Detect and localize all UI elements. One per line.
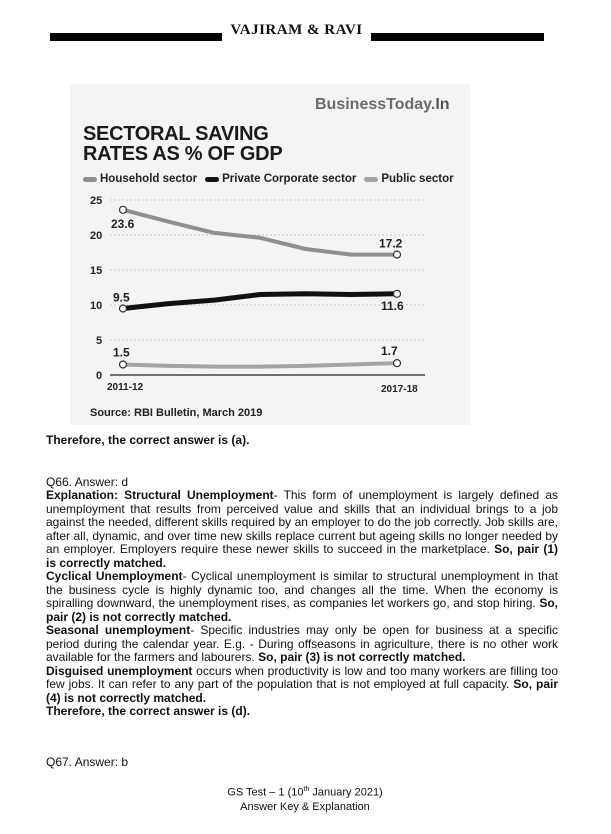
cyclical-paragraph: Cyclical Unemployment- Cyclical unemployment is similar to structural unemployment in that the business cycle is highly dynamic too, and changes all the time. When the economy is spiralling downward, the unemployment rises, as companies let workers go, and stop hiring. So, pair (2) is not correctly matched. — [46, 569, 558, 624]
chart-title-line1: SECTORAL SAVING — [83, 123, 269, 145]
header-rule-left — [50, 33, 222, 41]
x-tick-label: 2017-18 — [381, 384, 418, 395]
legend-item-household: Household sector — [83, 173, 197, 185]
y-tick-label: 10 — [90, 300, 103, 312]
chart-title-line2: RATES AS % OF GDP — [83, 143, 283, 165]
data-label: 9.5 — [113, 290, 130, 305]
y-tick-label: 5 — [96, 335, 103, 347]
chart-title — [83, 124, 343, 164]
data-point — [394, 290, 401, 297]
legend-item-public: Public sector — [364, 173, 453, 185]
series-line — [123, 294, 397, 309]
data-label: 11.6 — [381, 298, 404, 313]
y-tick-label: 25 — [90, 195, 103, 207]
data-label: 17.2 — [379, 236, 403, 251]
footer-line1: GS Test – 1 (10th January 2021) — [227, 786, 383, 799]
data-point — [394, 251, 401, 258]
line-chart — [70, 186, 470, 406]
data-point — [120, 206, 127, 213]
x-tick-label: 2011-12 — [107, 382, 144, 393]
q66-explanation — [46, 489, 558, 719]
series-line — [123, 210, 397, 255]
data-point — [394, 360, 401, 367]
y-tick-label: 15 — [90, 265, 103, 277]
data-point — [120, 361, 127, 368]
structural-paragraph: Explanation: Structural Unemployment- This form of unemployment is largely defined as unemployment that results from perceived value and skills that an individual brings to a job against the needed, different skills required by an employer to do the job correctly. Job skills are, after all, dynamic, and over time new skills replace current but ageing skills no longer needed by an employer. Employers require these newer skills to succeed in the marketplace. So, pair (1) is correctly matched. — [46, 488, 559, 570]
legend-swatch-private-corporate — [205, 177, 219, 182]
legend-swatch-public — [364, 177, 378, 182]
series-line — [123, 363, 397, 367]
q66-conclusion: Therefore, the correct answer is (d). — [46, 704, 251, 718]
data-label: 23.6 — [111, 216, 135, 231]
chart-legend — [83, 173, 454, 185]
footer-line2: Answer Key & Explanation — [240, 800, 370, 813]
data-point — [120, 305, 127, 312]
header-rule-right — [371, 33, 544, 41]
y-tick-label: 20 — [90, 230, 103, 242]
legend-swatch-household — [83, 177, 97, 182]
brand-logo: BusinessToday.In — [315, 96, 450, 113]
chart-source: Source: RBI Bulletin, March 2019 — [90, 407, 263, 419]
disguised-paragraph: Disguised unemployment occurs when productivity is low and too many workers are filling too few jobs. It can refer to any part of the population that is not employed at full capacity. So, pair (4) is not correctly matched. — [46, 663, 558, 705]
data-label: 1.7 — [381, 344, 398, 359]
q66-heading: Q66. Answer: d — [46, 475, 129, 489]
legend-item-private-corporate: Private Corporate sector — [205, 173, 356, 185]
y-tick-label: 0 — [96, 370, 103, 382]
seasonal-paragraph: Seasonal unemployment- Specific industries may only be open for business at a specific period during the calendar year. E.g. - During offseasons in agriculture, there is no other work available for the farmers and labourers. So, pair (3) is not correctly matched. — [46, 623, 558, 664]
chart-conclusion: Therefore, the correct answer is (a). — [46, 433, 250, 447]
data-label: 1.5 — [113, 345, 130, 360]
q67-heading: Q67. Answer: b — [46, 755, 129, 769]
page-footer — [180, 783, 430, 814]
header-title: VAJIRAM & RAVI — [230, 22, 363, 38]
